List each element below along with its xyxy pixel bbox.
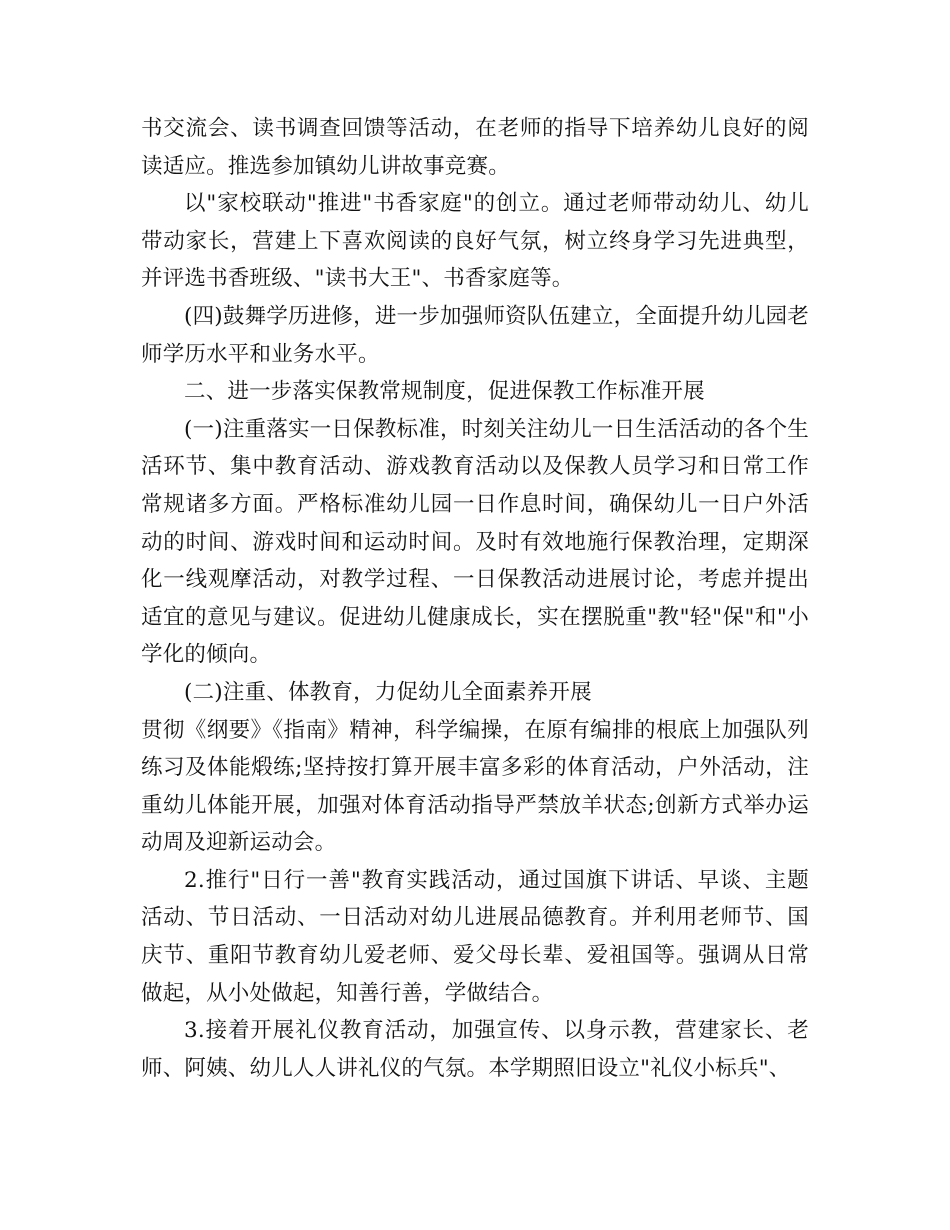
paragraph-daily-care-standard: (一)注重落实一日保教标准，时刻关注幼儿一日生活活动的各个生活环节、集中教育活动、游戏教育活动以及保教人员学习和日常工作常规诸多方面。严格标准幼儿园一日作息时间，确保幼儿一日户外活动的时间、游戏时间和运动时间。及时有效地施行保教治理，定期深化一线观摩活动，对教学过程、一日保教活动进展讨论，考虑并提出适宜的意见与建议。促进幼儿健康成长，实在摆脱重"教"轻"保"和"小学化的倾向。 — [141, 416, 809, 668]
paragraph-reading-activities: 书交流会、读书调查回馈等活动，在老师的指导下培养幼儿良好的阅读适应。推选参加镇幼儿讲故事竞赛。 — [141, 116, 809, 179]
document-body — [141, 110, 809, 1087]
paragraph-good-deeds: 2.推行"日行一善"教育实践活动，通过国旗下讲话、早谈、主题活动、节日活动、一日活动对幼儿进展品德教育。并利用老师节、国庆节、重阳节教育幼儿爱老师、爱父母长辈、爱祖国等。强调从日常做起，从小处做起，知善行善，学做结合。 — [141, 867, 809, 1006]
paragraph-physical-activities: 贯彻《纲要》《指南》精神，科学编操，在原有编排的根底上加强队列练习及体能煅练;坚持按打算开展丰富多彩的体育活动，户外活动，注重幼儿体能开展，加强对体育活动指导严禁放羊状态;创新方式举办运动周及迎新运动会。 — [141, 717, 809, 856]
paragraph-etiquette-education: 3.接着开展礼仪教育活动，加强宣传、以身示教，营建家长、老师、阿姨、幼儿人人讲礼仪的气氛。本学期照旧设立"礼仪小标兵"、 — [141, 1018, 809, 1081]
subheading-physical-education: (二)注重、体教育，力促幼儿全面素养开展 — [184, 679, 592, 705]
paragraph-teacher-education: (四)鼓舞学历进修，进一步加强师资队伍建立，全面提升幼儿园老师学历水平和业务水平。 — [141, 303, 809, 367]
section-heading-care-education: 二、进一步落实保教常规制度，促进保教工作标准开展 — [184, 379, 705, 405]
paragraph-family-reading: 以"家校联动"推进"书香家庭"的创立。通过老师带动幼儿、幼儿带动家长，营建上下喜欢阅读的良好气氛，树立终身学习先进典型，并评选书香班级、"读书大王"、书香家庭等。 — [141, 191, 809, 292]
